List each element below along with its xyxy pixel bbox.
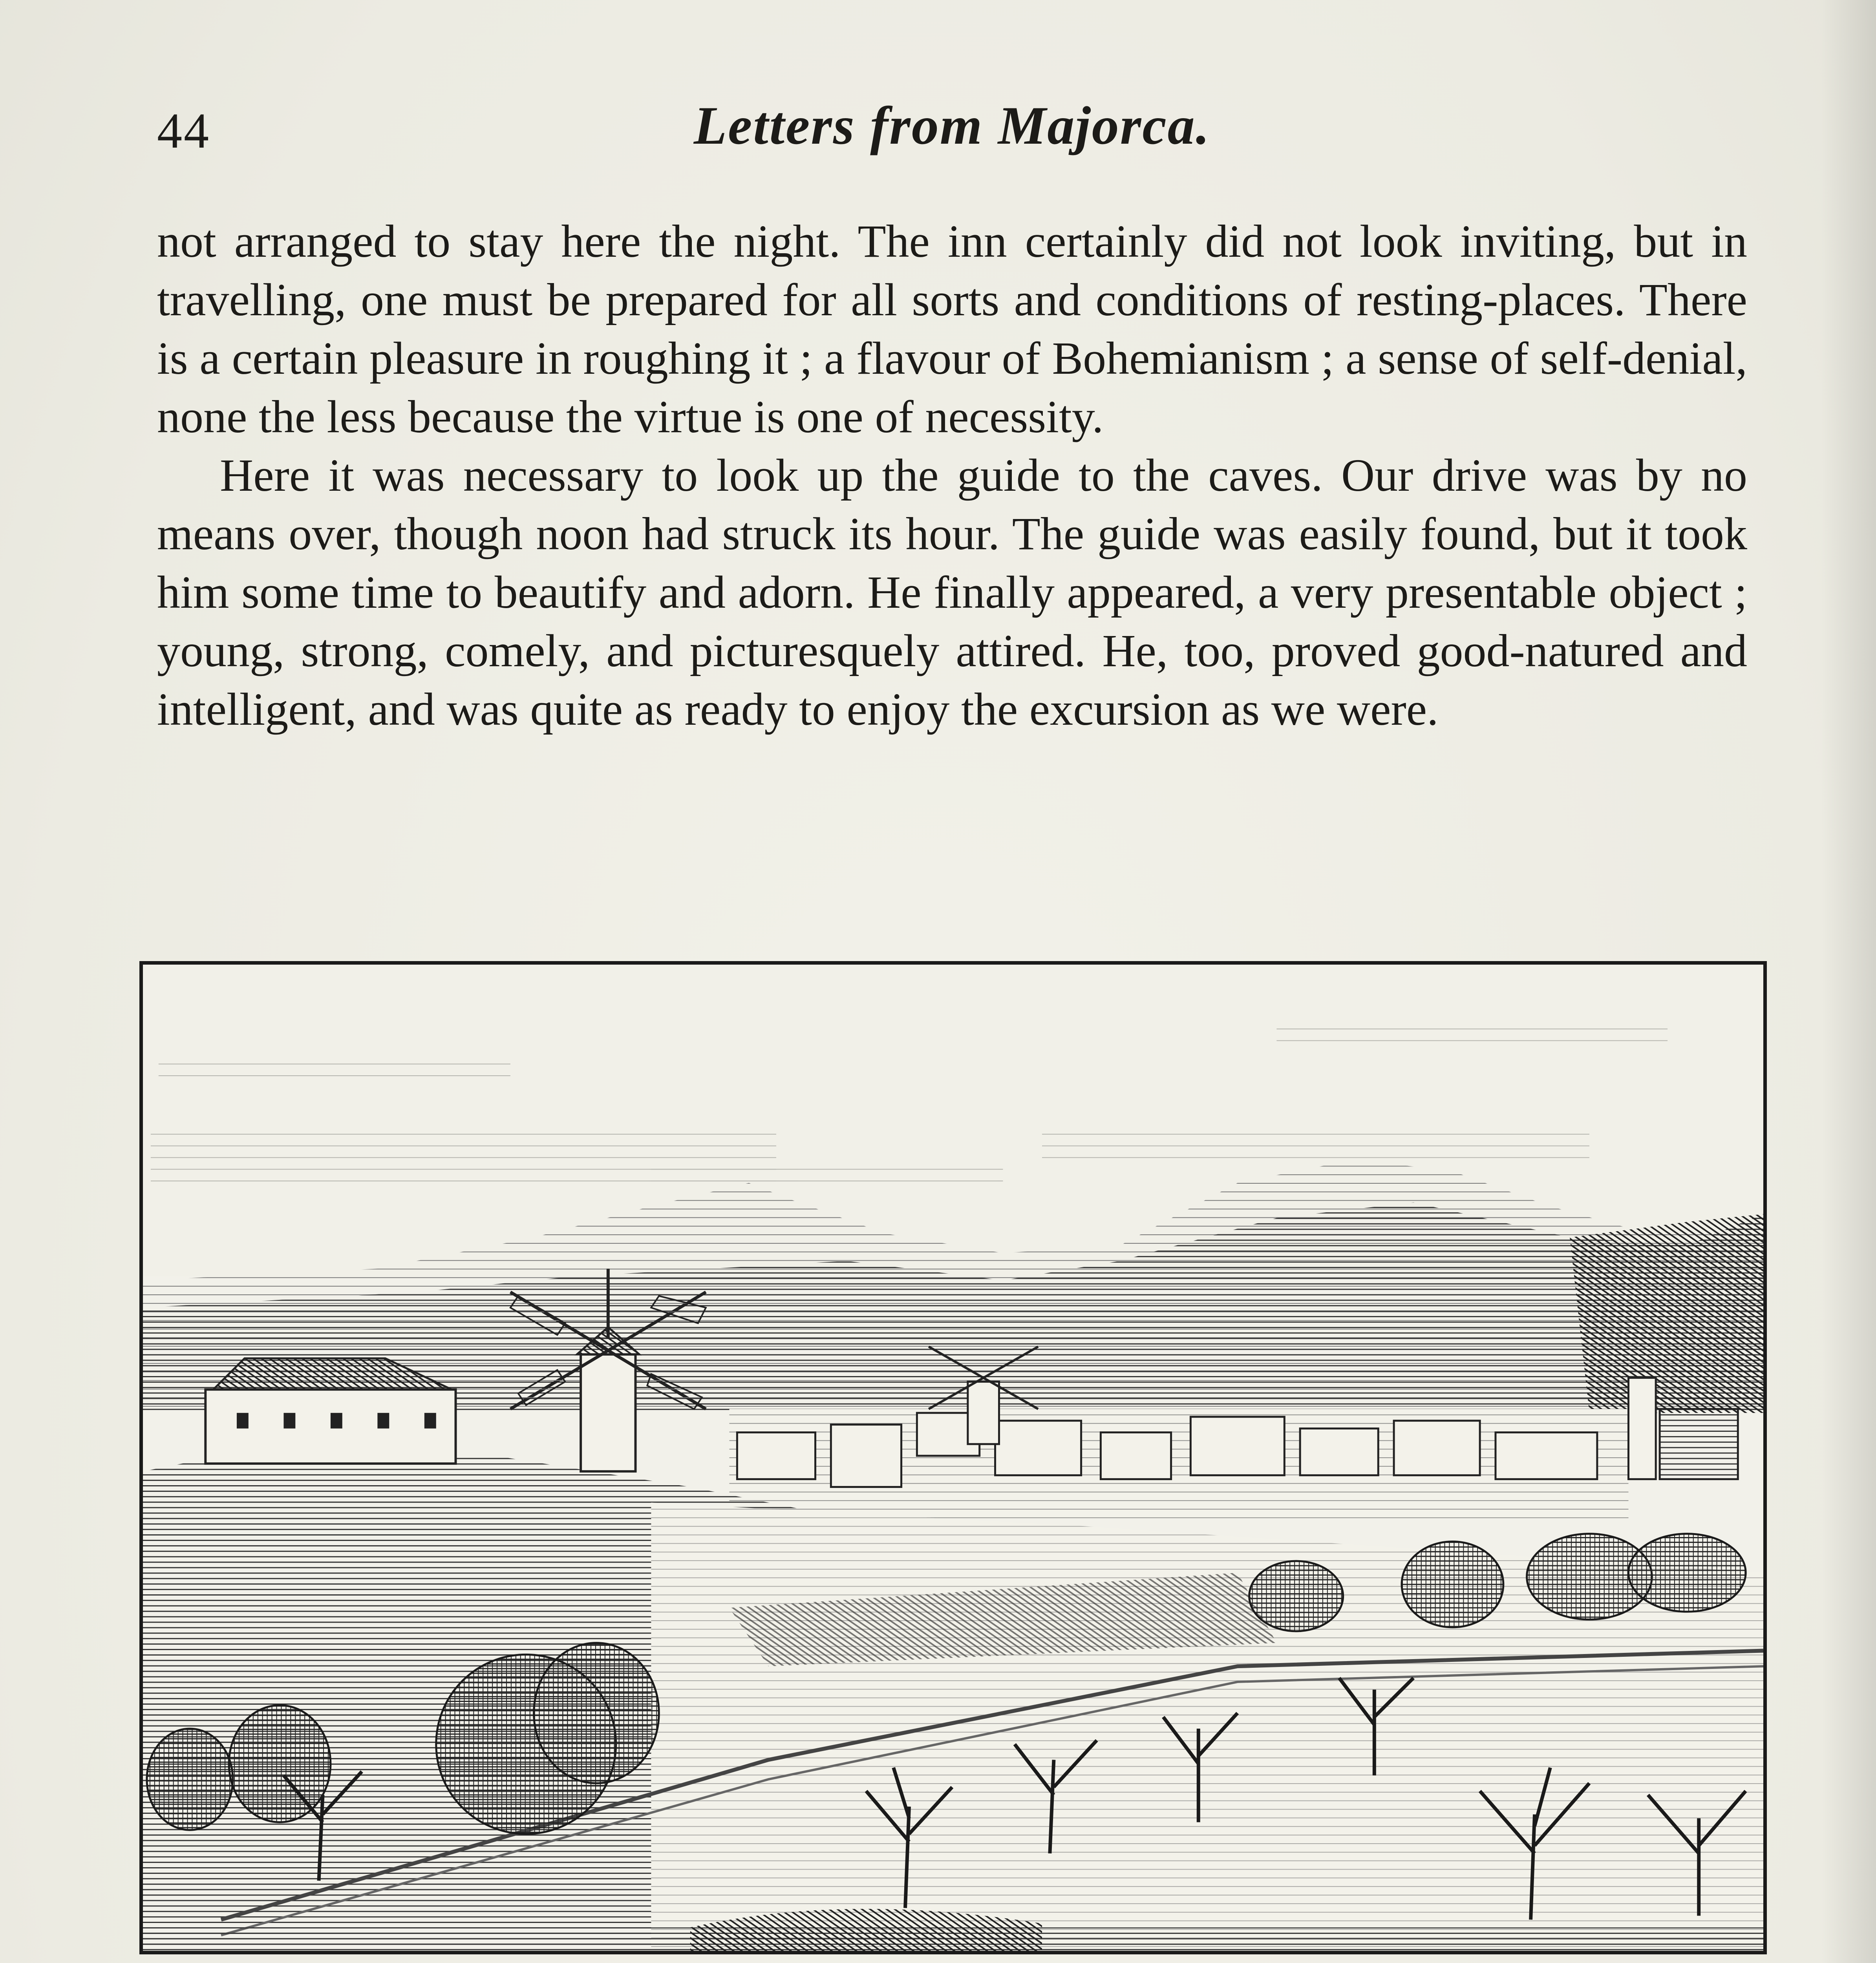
page-header — [157, 94, 1747, 173]
engraving-illustration — [139, 961, 1767, 1954]
page-number: 44 — [157, 103, 210, 159]
body-text-top — [157, 212, 1747, 738]
page-edge-shadow — [1821, 0, 1876, 1963]
running-title: Letters from Majorca. — [693, 95, 1211, 155]
paragraph: not arranged to stay here the night. The inn certainly did not look inviting, but in travelling, one must be prepared for all sorts and conditions of resting-places. There is a certain pleasure in roughing it ; a flavour of Bohemianism ; a sense of self-denial, none the less because the virtue is one of necessity. — [157, 216, 1747, 442]
paragraph: Here it was necessary to look up the guide to the caves. Our drive was by no means over, though noon had struck its hour. The guide was easily found, but it took him some time to beautify and adorn. He finally appeared, a very presentable object ; young, strong, comely, and picturesquely attired. He, too, proved good-natured and intelligent, and was quite as ready to enjoy the excursion as we were. — [157, 450, 1747, 735]
